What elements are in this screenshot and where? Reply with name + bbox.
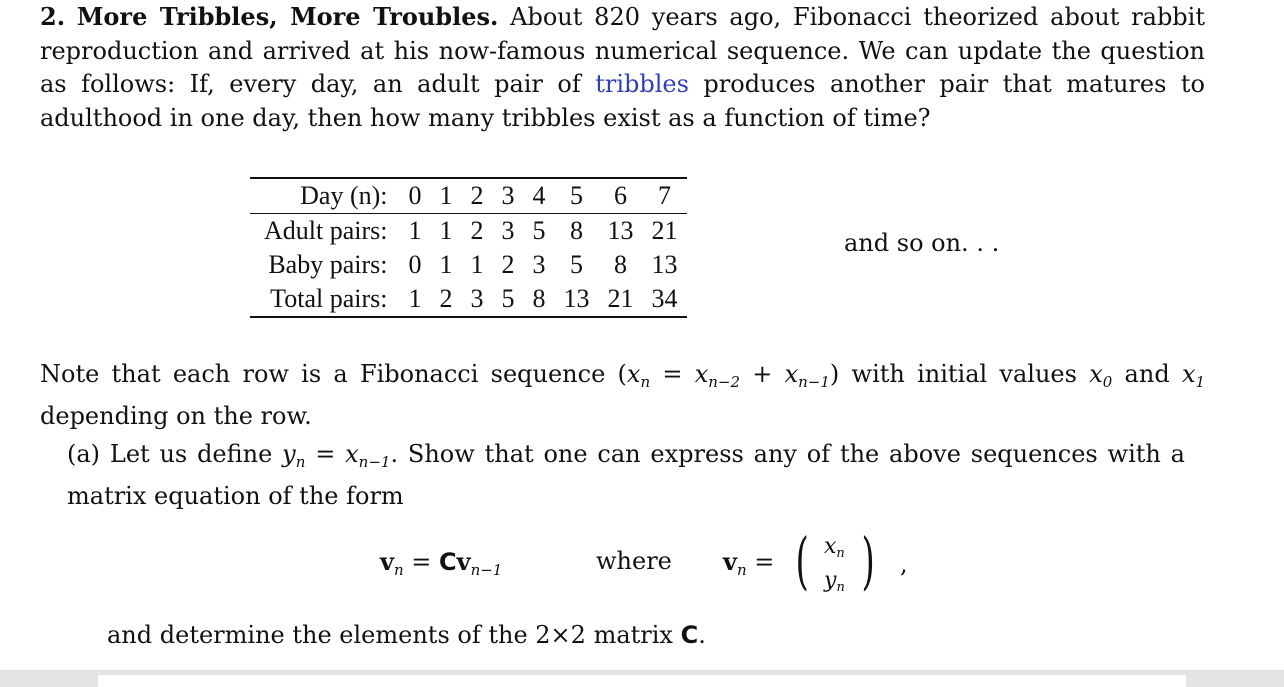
intro-text-1: About 820 years ago, Fibonacci theorized about rabbit reproduction and arrived at his now-famous numerical sequence. We can update the question as follows: If, every day, an adult pair of [40, 3, 1205, 98]
next-page-card [98, 675, 1186, 687]
x0-symbol: $x_0$ [1089, 360, 1113, 391]
table-cell: 1 [439, 216, 453, 245]
table-cell: 5 [570, 250, 583, 279]
table-cell: 5 [532, 216, 546, 245]
table-cell: 3 [462, 282, 493, 317]
table-cell: 2 [431, 282, 462, 317]
problem-intro [40, 0, 1205, 135]
note-text-1: Note that each row is a Fibonacci sequence ( [40, 360, 627, 388]
table-cell: 8 [614, 250, 627, 279]
table-cell: 2 [501, 250, 515, 279]
table-cell: 4 [524, 178, 555, 214]
part-a-label: (a) [67, 440, 101, 468]
yn-definition: $y_n = x_{n-1}$ [282, 440, 391, 471]
problem-title: More Tribbles, More Troubles. [76, 2, 499, 31]
final-text: and determine the elements of the 2×2 matrix [107, 621, 673, 649]
table-cell: 13 [607, 216, 634, 245]
recurrence-formula: $x_n = x_{n-2} + x_{n-1}$ [626, 360, 830, 391]
row-label: Total pairs: [250, 282, 400, 317]
table-cell: 3 [501, 216, 515, 245]
tribbles-link[interactable]: tribbles [595, 70, 689, 98]
and-so-on-note: and so on. . . [844, 229, 1000, 257]
table-cell: 13 [651, 250, 678, 279]
table-cell: 0 [408, 250, 422, 279]
column-vector [795, 524, 886, 605]
row-label: Baby pairs: [268, 250, 388, 279]
where-label: where [596, 547, 672, 575]
x1-symbol: $x_1$ [1181, 360, 1206, 391]
vector-definition: $v_n$ = [723, 547, 775, 579]
table-cell: 5 [555, 178, 599, 214]
table-cell: 1 [470, 250, 484, 279]
intro-text-2: produces another pair that matures to adulthood in one day, then how many tribbles exist as a function of time? [40, 70, 1205, 132]
final-instruction: and determine the elements of the 2×2 matrix C. [107, 621, 706, 649]
table-cell: 8 [570, 216, 583, 245]
left-paren: ( [795, 524, 809, 597]
table-cell: 1 [400, 282, 431, 317]
table-cell: 1 [408, 216, 422, 245]
day-label: Day (n): [250, 178, 400, 214]
note-text-2: ) with initial values [829, 360, 1077, 388]
table-cell: 2 [462, 178, 493, 214]
right-paren: ) [861, 524, 875, 597]
table-cell: 3 [493, 178, 524, 214]
note-text-3: depending on the row. [40, 401, 312, 430]
problem-number: 2. [40, 2, 66, 31]
table-cell: 34 [643, 282, 687, 317]
table-cell: 3 [532, 250, 546, 279]
comma: , [900, 550, 908, 578]
table-cell: 1 [439, 250, 453, 279]
vector-entry-y: yn [824, 568, 845, 595]
table-cell: 13 [555, 282, 599, 317]
tribble-table [250, 177, 687, 318]
table-cell: 1 [431, 178, 462, 214]
recurrence-equation: $v_n = Cv_{n-1}$ [380, 547, 503, 579]
table-row [250, 282, 687, 317]
table-header-row [250, 178, 687, 214]
table-cell: 21 [599, 282, 643, 317]
table-cell: 7 [643, 178, 687, 214]
table-row [250, 214, 687, 249]
matrix-c-symbol: C [680, 621, 699, 649]
table-cell: 0 [400, 178, 431, 214]
fibonacci-note [40, 358, 1205, 433]
table-cell: 6 [599, 178, 643, 214]
vector-entry-x: xn [824, 534, 845, 561]
table-cell: 21 [651, 216, 678, 245]
note-and: and [1124, 360, 1170, 388]
table-row [250, 248, 687, 282]
table-cell: 5 [493, 282, 524, 317]
table-cell: 8 [524, 282, 555, 317]
matrix-equation [0, 524, 1284, 610]
table-cell: 2 [470, 216, 484, 245]
row-label: Adult pairs: [264, 216, 388, 245]
part-a-text-1: Let us define [109, 440, 273, 468]
part-a [67, 438, 1185, 513]
part-a-text-2: . Show that one can express any of the above sequences with a matrix equation of the form [67, 440, 1185, 510]
